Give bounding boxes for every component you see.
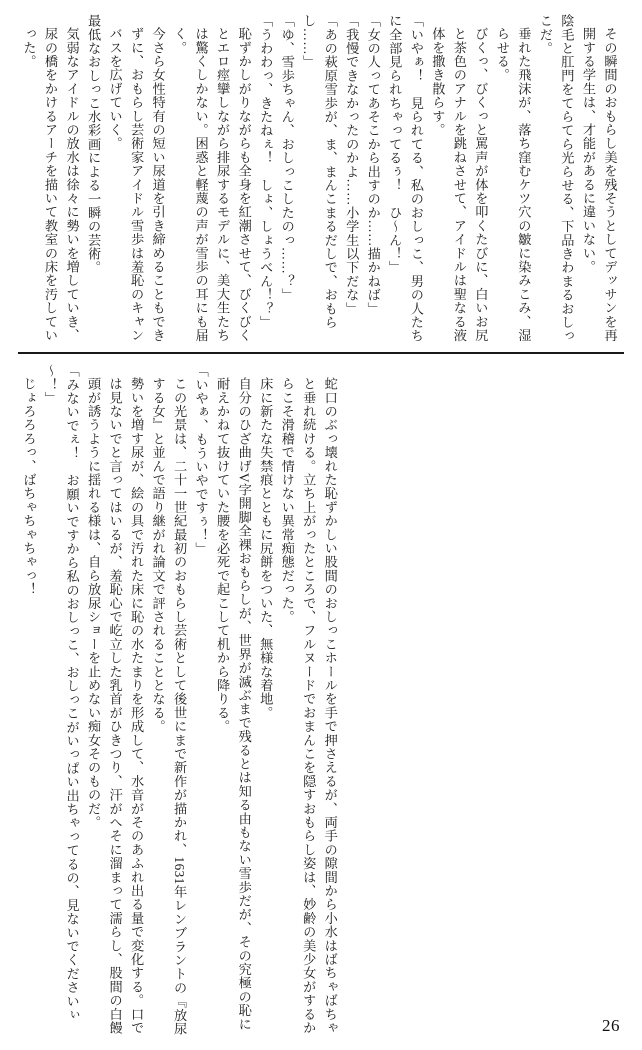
- paragraph: 自分のひざ曲げV字開脚全裸おもらしが、世界が滅ぶまで残るとは知る由もない雪歩だが、その究極の恥に耐えかねて抜けていた腰を必死で起こして机から降りる。: [215, 377, 252, 1032]
- paragraph: じょろろろっ、ばちゃちゃちゃっ！: [21, 377, 37, 597]
- top-text-panel: [18, 14, 624, 346]
- paragraph: 気弱なアイドルの放水は徐々に勢いを増していき、尿の橋をかけるアーチを描いて教室の床を汚していった。: [21, 27, 80, 343]
- paragraph: 最低なおしっこ水彩画による一瞬の芸術。: [86, 14, 102, 275]
- paragraph: 「我慢できなかったのかよ……小学生以下だな」: [344, 14, 360, 316]
- paragraph: 今さら女性特有の短い尿道を引き締めることもできずに、おもらし芸術家アイドル雪歩は羞恥のキャンバスを広げていく。: [107, 27, 166, 343]
- top-column-wrap: [18, 14, 620, 346]
- paragraph: 「いやぁ、もういやですぅ！」: [193, 364, 209, 556]
- paragraph: 「いやぁ！ 見られてる、私のおしっこ、男の人たちに全部見られちゃってるぅ！ ひ～ん！」: [387, 14, 424, 343]
- paragraph: 「みないでぇ！ お願いですから私のおしっこ、おしっこがいっぱい出ちゃってるの、見ないでくださいぃ～！」: [43, 364, 80, 1022]
- paragraph: びくっ、びくっと罵声が体を叩くたびに、白いお尻と茶色のアナルを跳ねさせて、アイドルは聖なる液体を撒き散らす。: [430, 27, 489, 343]
- page-number: 26: [602, 1016, 620, 1035]
- paragraph: 勢いを増す尿が、絵の具で汚れた床に恥の水たまりを形成して、水音がそのあふれ出る量で変化する。口では見ないでと言ってはいるが、羞恥心で屹立した乳首がひきつり、汗がへそに溜まって濡らし、股間の白饅頭が誘うように揺れる様は、自ら放尿ショーを止めない痴女そのものだ。: [86, 377, 145, 1035]
- paragraph: 「あの萩原雪歩が、ま、まんこまるだしで、おもらし……」: [301, 14, 338, 330]
- paragraph: 恥ずかしがりながらも全身を紅潮させて、びくびくとエロ痙攣しながら排尿するモデルに、美大生たちは驚くしかない。困惑と軽蔑の声が雪歩の耳にも届く。: [172, 27, 252, 343]
- paragraph: この光景は、二十一世紀最初のおもらし芸術として後世にまで新作が描かれ、1631年レンブラントの『放尿する女』と並んで語り継がれ論文で評されることとなる。: [150, 377, 188, 1036]
- paragraph: 陰毛と肛門をてらてら光らせる、下品きわまるおしっこだ。: [537, 14, 575, 343]
- paragraph: その瞬間のおもらし美を残そうとしてデッサンを再開する学生は、才能があるに違いない。: [580, 27, 618, 343]
- paragraph: 「ゆ、雪歩ちゃん、おしっこしたのっ……？」: [279, 14, 295, 302]
- paragraph: 「女の人ってあそこから出すのか……描かねば」: [365, 14, 381, 316]
- section-divider: [18, 352, 624, 354]
- paragraph: 床に新たな失禁痕とともに尻餅をついた、無様な着地。: [258, 377, 274, 720]
- paragraph: 蛇口のぶっ壊れた恥ずかしい股間のおしっこホールを手で押さえるが、両手の隙間から小水はばちゃばちゃと垂れ続ける。立ち上がったところで、フルヌードでおまんこを隠すおもらし姿は、妙齢の美少女がするからこそ滑稽で情けない異常痴態だった。: [279, 377, 338, 1035]
- bottom-text-panel: [18, 364, 624, 1040]
- bottom-column-wrap: [18, 364, 341, 1040]
- paragraph: 垂れた飛沫が、落ち窪むケツ穴の皺に染みこみ、湿らせる。: [494, 27, 532, 343]
- paragraph: 「うわわっ、きたねぇ！ しょ、しょうべん！？」: [258, 14, 274, 330]
